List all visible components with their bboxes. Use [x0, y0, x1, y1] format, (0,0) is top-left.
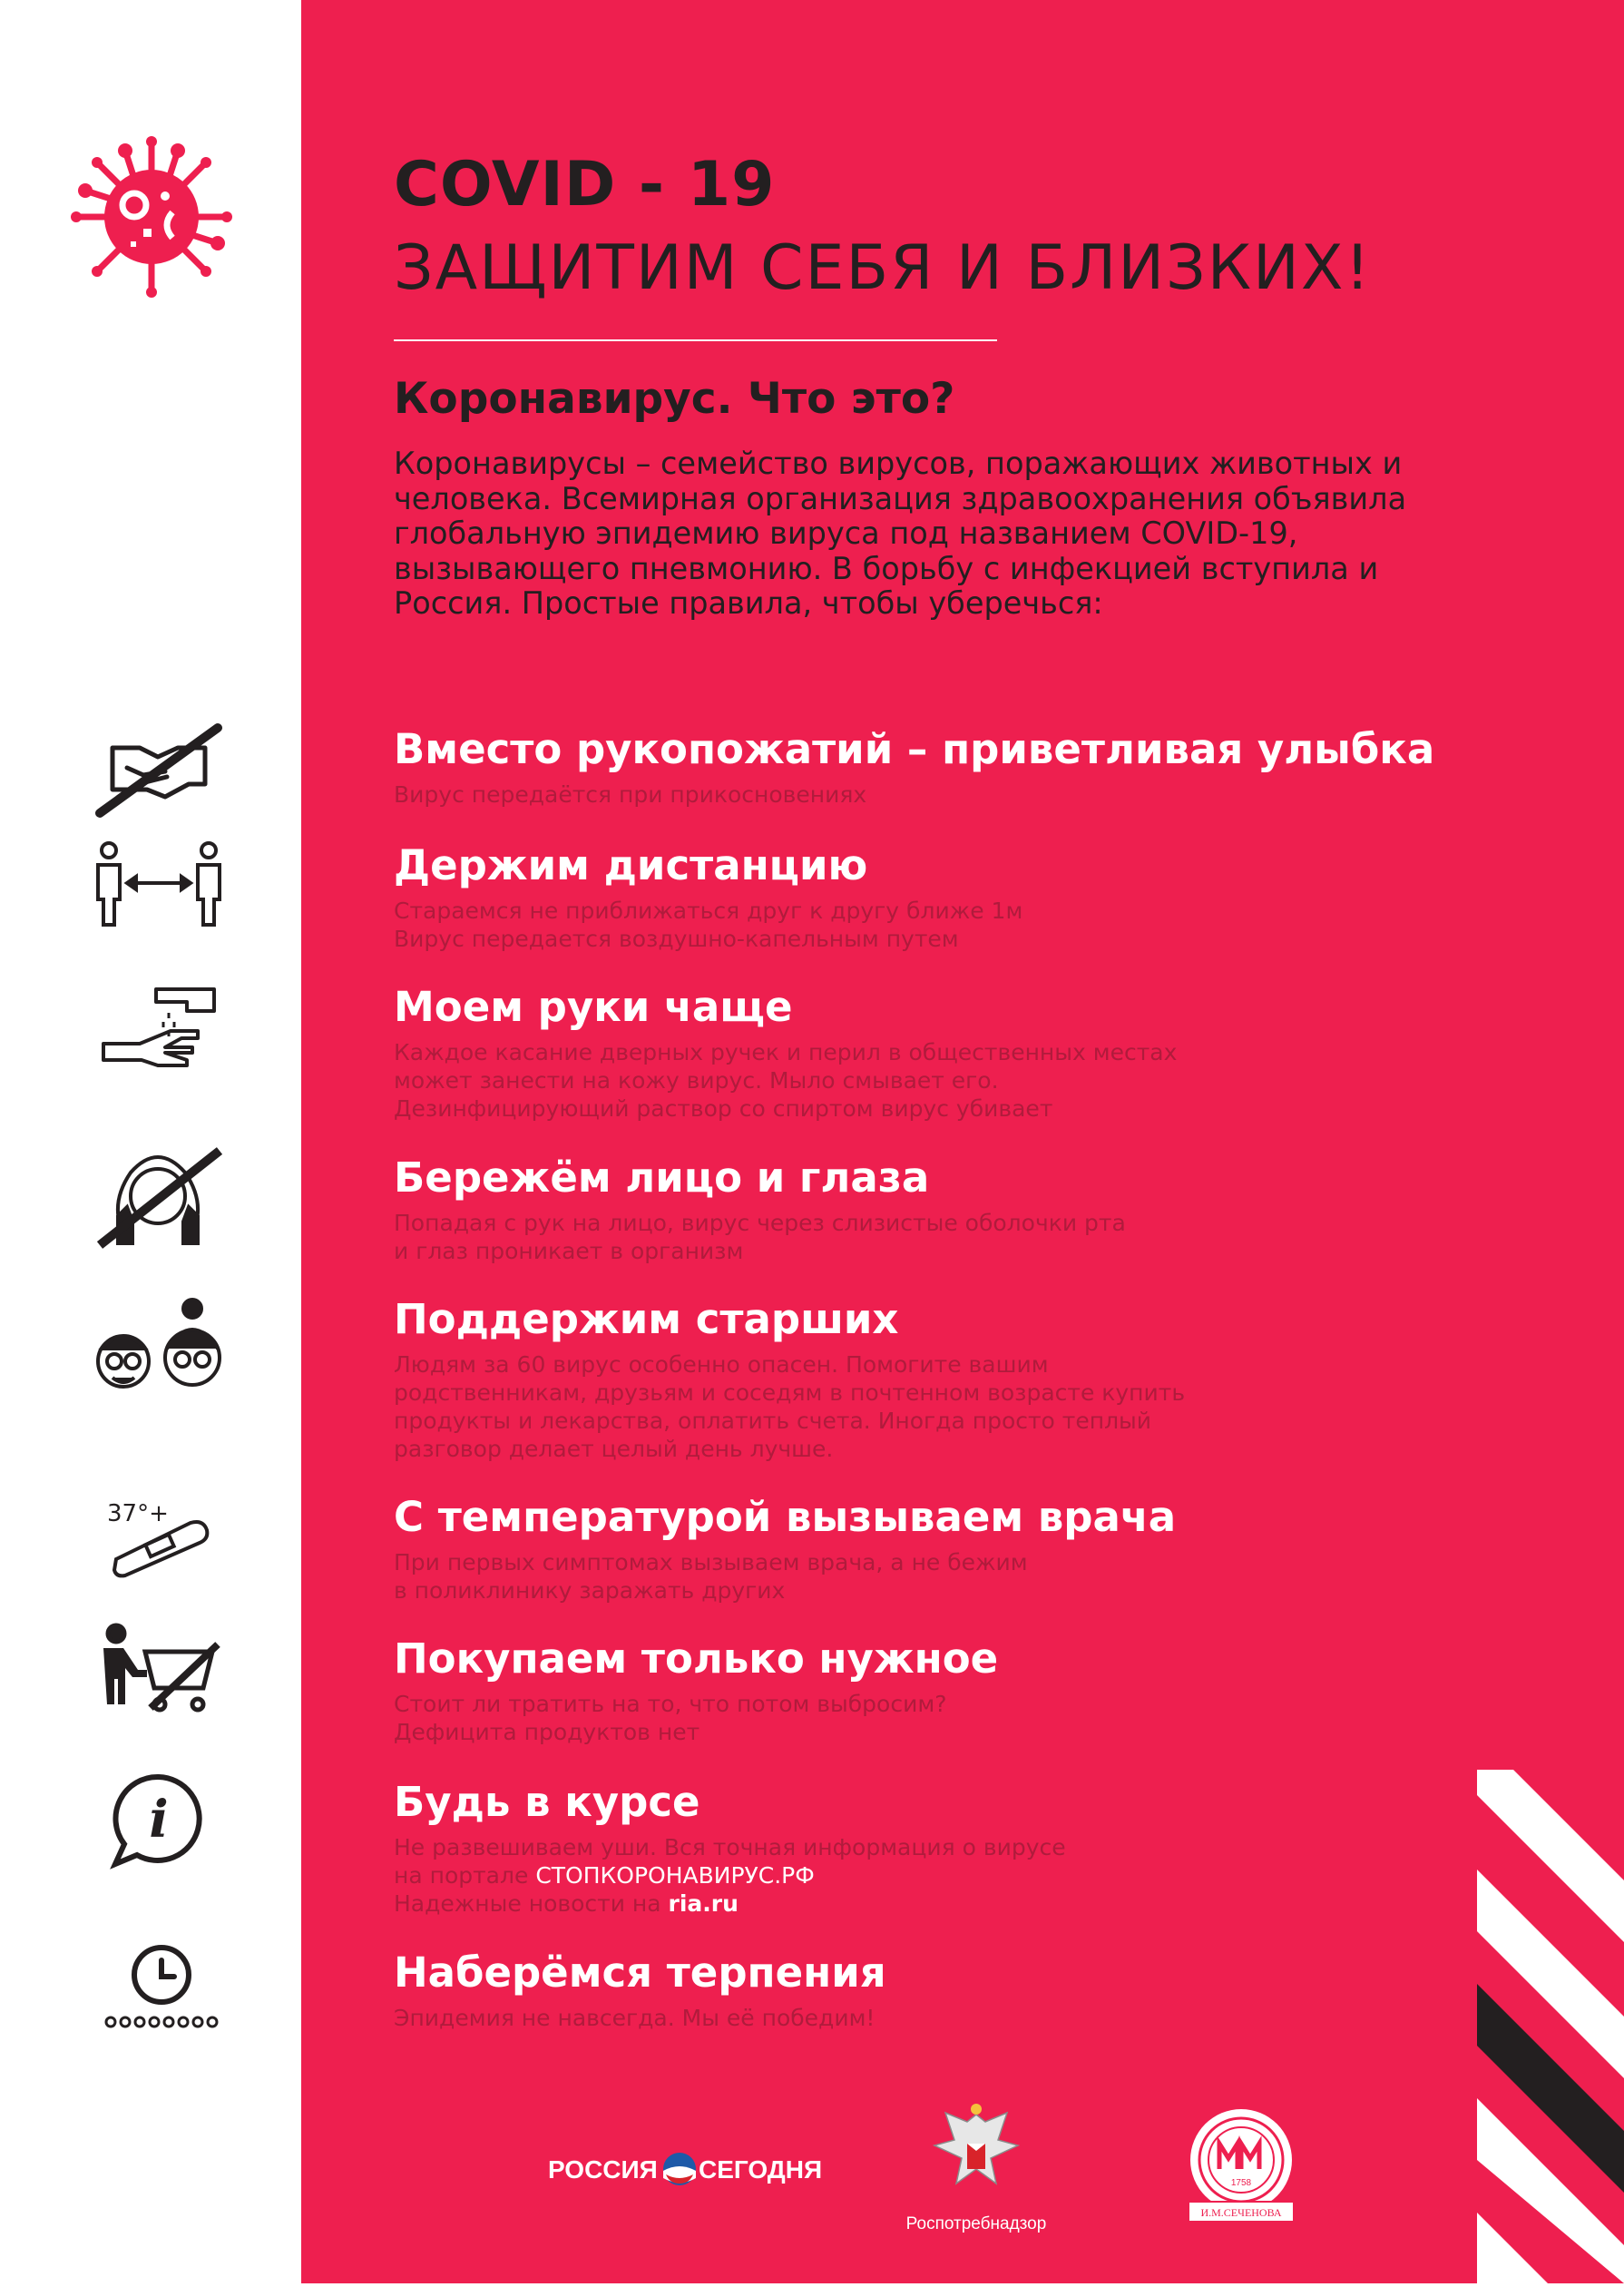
rule-line: Вирус передается воздушно-капельным путем — [394, 926, 959, 952]
rospotrebnadzor-label: Роспотребнадзор — [905, 2214, 1047, 2233]
rule-line: разговор делает целый день лучше. — [394, 1436, 834, 1462]
rule-title: С температурой вызываем врача — [394, 1493, 1177, 1541]
rule-line: продукты и лекарства, оплатить счета. Иногда просто теплый — [394, 1408, 1152, 1434]
temperature-label: 37°+ — [107, 1500, 169, 1527]
rule-description — [394, 897, 1528, 953]
rule-description — [394, 1350, 1528, 1463]
page-title: COVID - 19 — [394, 149, 776, 221]
rule-description — [394, 1548, 1528, 1605]
hand-wash-icon — [91, 980, 227, 1071]
thermometer-icon — [91, 1496, 227, 1568]
rule-item — [394, 1775, 1528, 1918]
rule-description — [394, 1690, 1528, 1746]
sechenov-name: И.М.СЕЧЕНОВА — [1200, 2206, 1282, 2219]
rule-line: Стоит ли тратить на то, что потом выбросим? — [394, 1691, 947, 1717]
rule-title: Бережём лицо и глаза — [394, 1153, 930, 1202]
title-divider — [394, 339, 997, 341]
rule-item — [394, 1490, 1528, 1605]
rule-description — [394, 780, 1528, 809]
rule-description — [394, 2004, 1528, 2032]
rule-title: Поддержим старших — [394, 1295, 899, 1343]
rule-line: Не развешиваем уши. Вся точная информация о вирусе — [394, 1834, 1066, 1860]
sechenov-year: 1758 — [1230, 2178, 1252, 2188]
rule-line: При первых симптомах вызываем врача, а не бежим — [394, 1549, 1028, 1575]
rule-line: Стараемся не приближаться друг к другу ближе 1м — [394, 898, 1023, 924]
rule-line: Каждое касание дверных ручек и перил в общественных местах — [394, 1039, 1178, 1065]
intro-line: вызывающего пневмонию. В борьбу с инфекцией вступила и — [394, 550, 1379, 586]
rule-line: Эпидемия не навсегда. Мы её победим! — [394, 2005, 876, 2031]
rule-line: Людям за 60 вирус особенно опасен. Помогите вашим — [394, 1351, 1049, 1378]
rospotrebnadzor-logo — [876, 2098, 1076, 2234]
clock-icon — [91, 1942, 227, 2033]
news-prefix: Надежные новости на — [394, 1890, 669, 1917]
rule-title: Будь в курсе — [394, 1778, 700, 1826]
intro-line: глобальную эпидемию вируса под названием COVID-19, — [394, 515, 1298, 551]
virus-icon — [56, 122, 247, 312]
intro-paragraph — [394, 447, 1510, 622]
rule-title: Держим дистанцию — [394, 841, 868, 889]
rule-line: может занести на кожу вирус. Мыло смывает его. — [394, 1067, 999, 1094]
intro-line: человека. Всемирная организация здравоохранения объявила — [394, 480, 1407, 516]
rule-item — [394, 1946, 1528, 2032]
ria-left-text: РОССИЯ — [548, 2155, 658, 2184]
rule-line: в поликлинику заражать других — [394, 1577, 786, 1604]
info-icon — [91, 1772, 227, 1871]
rule-item — [394, 1292, 1528, 1463]
rule-item — [394, 1632, 1528, 1746]
distance-icon — [91, 839, 227, 930]
rule-description — [394, 1209, 1528, 1265]
rule-item — [394, 722, 1528, 809]
rule-line: родственникам, друзьям и соседям в почтенном возрасте купить — [394, 1379, 1186, 1406]
rule-description — [394, 1833, 1528, 1918]
news-link[interactable]: ria.ru — [668, 1890, 739, 1917]
rule-line — [394, 1861, 1528, 1889]
rule-title: Моем руки чаще — [394, 983, 793, 1031]
rule-title: Вместо рукопожатий – приветливая улыбка — [394, 725, 1435, 773]
info-glyph: i — [149, 1790, 169, 1850]
no-face-touch-icon — [91, 1142, 227, 1251]
intro-line: Россия. Простые правила, чтобы уберечься: — [394, 585, 1103, 621]
sechenov-university-logo — [1185, 2104, 1297, 2229]
rule-line: Дезинфицирующий раствор со спиртом вирус убивает — [394, 1095, 1053, 1122]
rule-title: Покупаем только нужное — [394, 1634, 999, 1683]
no-handshake-icon — [91, 722, 227, 822]
rule-item — [394, 980, 1528, 1123]
elderly-couple-icon — [91, 1298, 227, 1398]
portal-prefix: на портале — [394, 1862, 536, 1889]
rule-title: Наберёмся терпения — [394, 1948, 886, 1997]
rule-item — [394, 1151, 1528, 1265]
portal-link[interactable]: СТОПКОРОНАВИРУС.РФ — [535, 1862, 815, 1889]
intro-heading: Коронавирус. Что это? — [394, 374, 955, 424]
rule-line: Вирус передаётся при прикосновениях — [394, 781, 867, 808]
rule-line: и глаз проникает в организм — [394, 1238, 744, 1264]
no-shopping-cart-icon — [91, 1624, 227, 1715]
rule-line — [394, 1889, 1528, 1918]
rule-line: Попадая с рук на лицо, вирус через слизистые оболочки рта — [394, 1210, 1126, 1236]
intro-line: Коронавирусы – семейство вирусов, поражающих животных и — [394, 446, 1403, 481]
rule-description — [394, 1038, 1528, 1123]
main-panel — [301, 0, 1624, 2283]
rule-line: Дефицита продуктов нет — [394, 1719, 700, 1745]
ria-logo — [548, 2144, 823, 2194]
rule-item — [394, 839, 1528, 953]
ria-right-text: СЕГОДНЯ — [699, 2155, 823, 2184]
decorative-stripes — [1477, 1770, 1624, 2283]
page-subtitle: ЗАЩИТИМ СЕБЯ И БЛИЗКИХ! — [394, 232, 1372, 304]
